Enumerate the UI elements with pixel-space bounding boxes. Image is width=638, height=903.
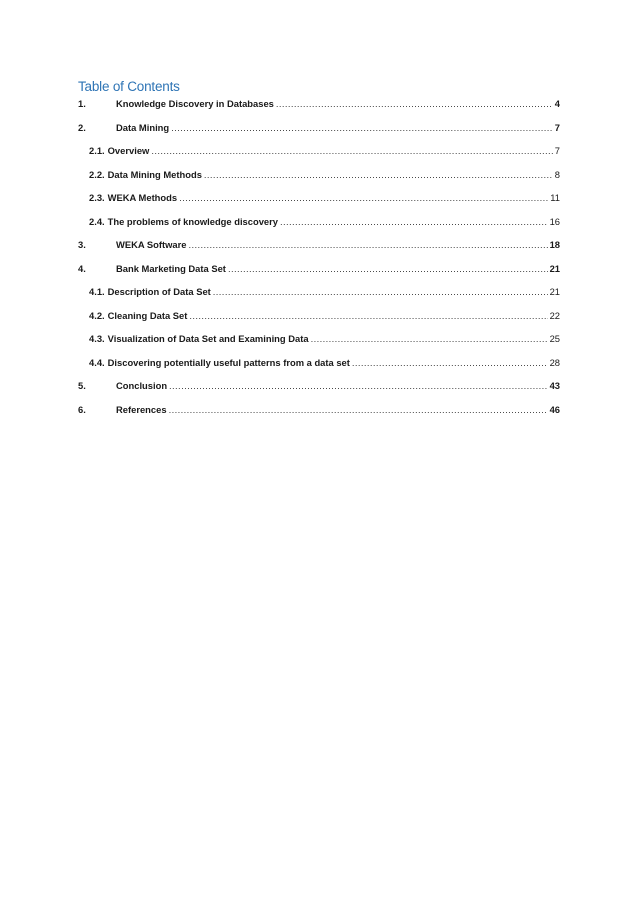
toc-entry[interactable] <box>78 310 560 334</box>
toc-entry-page: 18 <box>549 239 560 250</box>
toc-entry-title: References <box>116 403 167 415</box>
toc-entry-number: 5. <box>78 380 86 391</box>
toc-dot-leader <box>151 145 552 156</box>
toc-entry-number: 4.1. <box>89 286 105 297</box>
toc-entry-number: 1. <box>78 98 86 109</box>
toc-entry-title: Cleaning Data Set <box>107 309 188 321</box>
toc-entry-number: 2.2. <box>89 168 105 180</box>
toc-entry-page: 7 <box>554 145 560 156</box>
toc-entry[interactable] <box>78 98 560 122</box>
toc-entry-number: 3. <box>78 239 86 250</box>
toc-entry-title: WEKA Methods <box>107 192 178 203</box>
toc-entry-number: 6. <box>78 403 86 415</box>
toc-dot-leader <box>189 310 547 321</box>
toc-entry-page: 16 <box>549 215 560 227</box>
toc-entry-page: 46 <box>549 403 560 415</box>
toc-entry[interactable] <box>78 380 560 404</box>
toc-entry-number: 4.4. <box>89 356 105 368</box>
toc-dot-leader <box>171 122 553 133</box>
toc-dot-leader <box>189 239 548 250</box>
toc-entry-number: 4.3. <box>89 333 105 344</box>
toc-entry-page: 22 <box>549 309 560 321</box>
toc-entry-title: Data Mining Methods <box>107 168 202 180</box>
toc-entry-number: 2.4. <box>89 215 105 227</box>
toc-entry[interactable] <box>78 239 560 263</box>
toc-entry-title: Data Mining <box>116 121 170 133</box>
toc-entry-title: Knowledge Discovery in Databases <box>116 98 274 109</box>
toc-entry-page: 7 <box>554 121 560 133</box>
toc-entry-number: 2.3. <box>89 192 105 203</box>
toc-entry-number: 4. <box>78 262 86 274</box>
toc-entry-title: Description of Data Set <box>107 286 211 297</box>
toc-entry[interactable] <box>78 286 560 310</box>
toc-entry-title: Discovering potentially useful patterns from a data set <box>107 356 350 368</box>
toc-entry-title: Overview <box>107 145 150 156</box>
toc-dot-leader <box>169 380 548 391</box>
toc-entry[interactable] <box>78 169 560 193</box>
toc-dot-leader <box>204 169 553 180</box>
toc-entry-page: 11 <box>550 192 560 203</box>
toc-entry-title: Visualization of Data Set and Examining Data <box>107 333 309 344</box>
toc-list <box>78 98 560 427</box>
toc-entry-title: The problems of knowledge discovery <box>107 215 278 227</box>
toc-dot-leader <box>311 333 548 344</box>
toc-entry-page: 4 <box>554 98 560 109</box>
toc-entry-number: 4.2. <box>89 309 105 321</box>
toc-entry-page: 25 <box>549 333 560 344</box>
toc-entry[interactable] <box>78 122 560 146</box>
toc-entry[interactable] <box>78 192 560 216</box>
toc-entry[interactable] <box>78 404 560 428</box>
toc-entry-title: Conclusion <box>116 380 168 391</box>
toc-entry[interactable] <box>78 145 560 169</box>
toc-entry-number: 2.1. <box>89 145 105 156</box>
toc-title: Table of Contents <box>78 79 180 94</box>
toc-entry[interactable] <box>78 333 560 357</box>
toc-entry-title: WEKA Software <box>116 239 187 250</box>
toc-entry-page: 21 <box>549 262 560 274</box>
toc-entry[interactable] <box>78 216 560 240</box>
toc-dot-leader <box>352 357 548 368</box>
toc-entry-page: 43 <box>549 380 560 391</box>
toc-entry-number: 2. <box>78 121 86 133</box>
toc-entry-page: 8 <box>554 168 560 180</box>
toc-entry-title: Bank Marketing Data Set <box>116 262 226 274</box>
toc-entry[interactable] <box>78 263 560 287</box>
toc-dot-leader <box>276 98 553 109</box>
toc-dot-leader <box>213 286 548 297</box>
toc-entry[interactable] <box>78 357 560 381</box>
toc-dot-leader <box>228 263 548 274</box>
toc-dot-leader <box>179 192 548 203</box>
toc-entry-page: 21 <box>549 286 560 297</box>
toc-entry-page: 28 <box>549 356 560 368</box>
toc-dot-leader <box>280 216 548 227</box>
toc-dot-leader <box>169 404 548 415</box>
